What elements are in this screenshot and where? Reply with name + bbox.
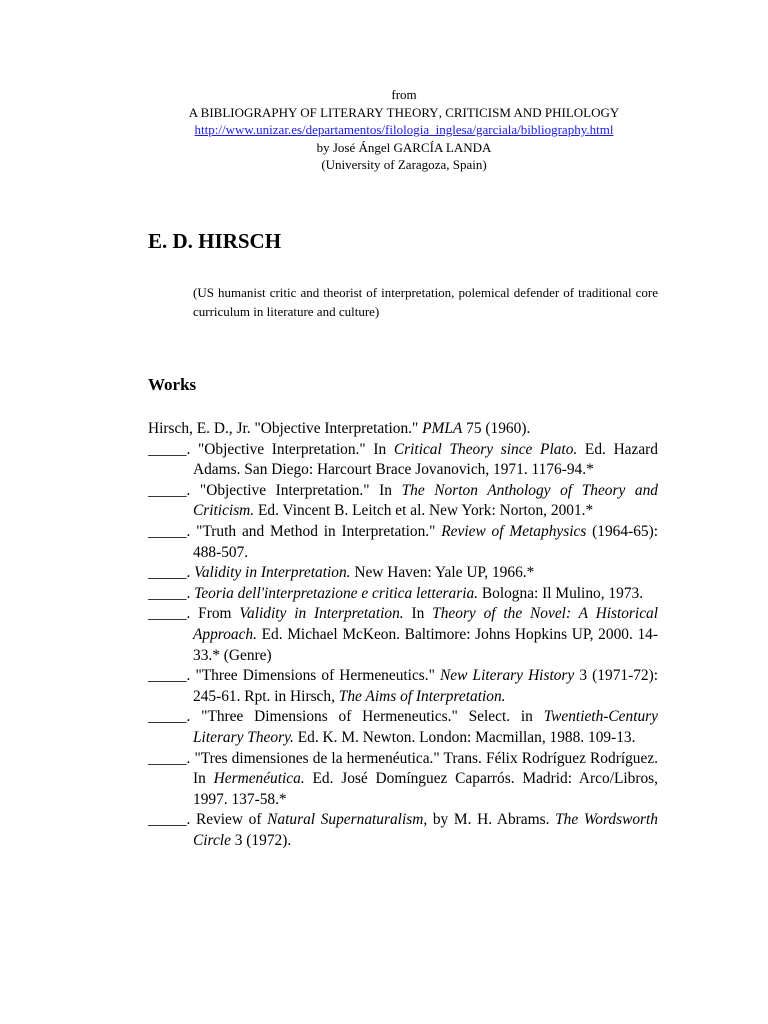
- bibliography-link[interactable]: http://www.unizar.es/departamentos/filologia_inglesa/garciala/bibliography.html: [194, 122, 614, 137]
- title-initials: E. D. H: [148, 229, 215, 253]
- bibliography-entry: [148, 666, 658, 707]
- entry-text: 75 (1960).: [462, 420, 531, 437]
- title-rest: IRSCH: [214, 229, 282, 253]
- section-heading-works: Works: [148, 375, 197, 394]
- entry-text: In: [403, 605, 433, 623]
- bib-title-part: ITERARY: [328, 104, 384, 120]
- bib-title-part: P: [541, 104, 553, 120]
- bibliography-entry: [148, 810, 658, 851]
- entry-text: Ed. K. M. Newton. London: Macmillan, 1988. 109-13.: [293, 728, 636, 746]
- bib-title-part: L: [316, 104, 329, 120]
- entry-text: Ed. José Domínguez Caparrós. Madrid: Arco/Libros, 1997. 137-58.*: [193, 770, 658, 808]
- entry-italic-text: Natural Supernaturalism,: [267, 811, 428, 829]
- entry-italic-text: The Wordsworth Circle: [193, 811, 658, 849]
- entry-text: _____. Review of: [148, 811, 268, 829]
- page-title: [148, 226, 281, 256]
- entry-italic-text: Twentieth-Century Literary Theory.: [193, 708, 658, 746]
- entry-text: _____. "Objective Interpretation." In: [148, 481, 402, 499]
- entry-italic-text: Hermenéutica.: [213, 770, 305, 788]
- entry-italic-text: The Aims of Interpretation.: [338, 687, 506, 705]
- bib-title-part: HEORY: [394, 104, 439, 120]
- bibliography-entry: [148, 563, 658, 584]
- entry-italic-text: Critical Theory since Plato.: [393, 440, 578, 458]
- entry-text: Ed. Hazard Adams. San Diego: Harcourt Brace Jovanovich, 1971. 1176-94.*: [193, 440, 658, 479]
- bibliography-title: [0, 104, 768, 122]
- entry-italic-text: New Literary History: [440, 667, 575, 685]
- bibliography-entry: [148, 749, 658, 811]
- bib-title-part: A B: [188, 104, 210, 120]
- source-header: [0, 86, 768, 174]
- entry-text: (1964-65): 488-507.: [193, 522, 658, 561]
- entry-italic-text: PMLA: [422, 420, 463, 437]
- bibliography-entry: [148, 522, 658, 563]
- bibliography-list: [148, 419, 658, 851]
- entry-text: Bologna: Il Mulino, 1973.: [478, 584, 644, 602]
- bib-title-part: RITICISM AND: [453, 104, 542, 120]
- bib-title-part: HILOLOGY: [552, 104, 620, 120]
- entry-text: 3 (1971-72): 245-61. Rpt. in Hirsch,: [193, 667, 658, 705]
- entry-text: Ed. Vincent B. Leitch et al. New York: Norton, 2001.*: [254, 502, 594, 520]
- entry-text: _____. "Objective Interpretation." In: [148, 440, 394, 458]
- entry-text: _____. "Three Dimensions of Hermeneutics.": [148, 667, 441, 685]
- bib-title-part: T: [383, 104, 395, 120]
- entry-italic-text: Theory of the Novel: A Historical Approach.: [193, 605, 659, 643]
- entry-text: Ed. Michael McKeon. Baltimore: Johns Hopkins UP, 2000. 14-33.* (Genre): [193, 625, 658, 664]
- entry-italic-text: Review of Metaphysics: [441, 522, 587, 540]
- bibliography-entry: [148, 584, 658, 605]
- bibliography-entry: [148, 707, 658, 748]
- entry-italic-text: Teoria dell'interpretazione e critica letteraria.: [194, 584, 479, 602]
- bibliography-entry: [148, 440, 658, 481]
- from-label: from: [391, 87, 417, 102]
- author-line: by José Ángel GARCÍA LANDA: [316, 139, 492, 155]
- entry-text: _____.: [148, 564, 195, 582]
- affiliation-line: (University of Zaragoza, Spain): [321, 157, 487, 172]
- entry-text: _____. "Three Dimensions of Hermeneutics." Select. in: [148, 708, 544, 726]
- entry-text: Hirsch, E. D., Jr. "Objective Interpretation.": [148, 420, 423, 437]
- bibliography-entry: [148, 481, 658, 522]
- entry-text: _____. "Tres dimensiones de la hermenéutica." Trans. Félix Rodríguez Rodríguez. In: [148, 749, 658, 788]
- entry-italic-text: Validity in Interpretation.: [194, 564, 351, 582]
- bib-title-part: IBLIOGRAPHY OF: [209, 104, 317, 120]
- entry-text: _____.: [148, 584, 195, 602]
- entry-text: _____. From: [148, 605, 240, 623]
- entry-italic-text: Validity in Interpretation.: [239, 605, 404, 623]
- entry-text: New Haven: Yale UP, 1966.*: [350, 564, 535, 582]
- entry-text: _____. "Truth and Method in Interpretation.": [148, 522, 442, 540]
- entry-italic-text: The Norton Anthology of Theory and Criticism.: [193, 481, 658, 520]
- entry-text: by M. H. Abrams.: [427, 811, 556, 829]
- bibliography-entry: [148, 604, 658, 666]
- author-description: (US humanist critic and theorist of interpretation, polemical defender of traditional core curriculum in literature and culture): [193, 285, 658, 319]
- entry-text: 3 (1972).: [230, 831, 292, 849]
- bibliography-entry: [148, 419, 658, 440]
- bib-title-part: , C: [438, 104, 454, 120]
